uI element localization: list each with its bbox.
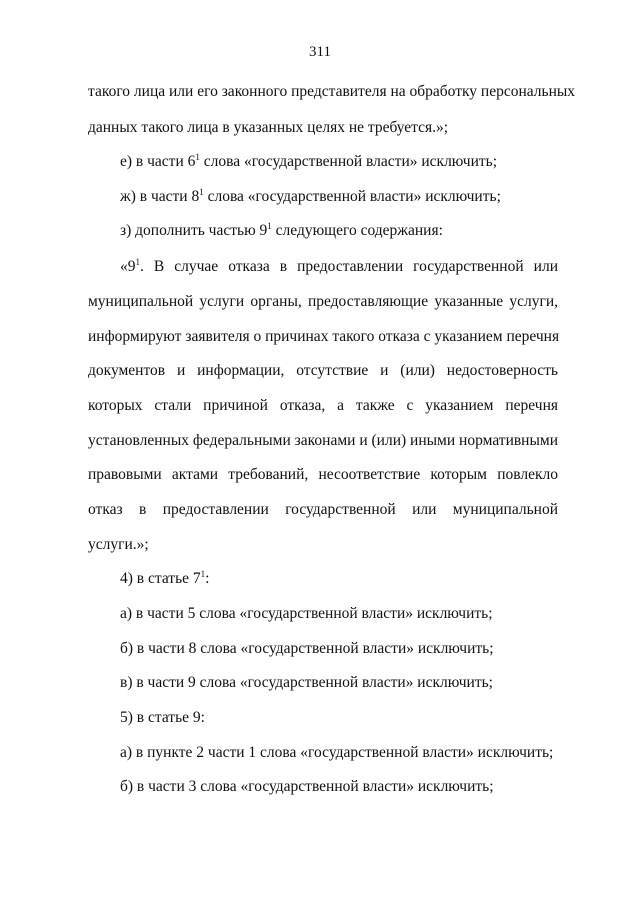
text-line: которых стали причиной отказа, а также с указанием перечня: [88, 397, 558, 414]
text-line: в) в части 9 слова «государственной власти» исключить;: [120, 674, 493, 691]
text-line: 5) в статье 9:: [120, 709, 205, 726]
text-span: ж) в части 8: [120, 188, 200, 205]
text-line: муниципальной услуги органы, предоставляющие указанные услуги,: [88, 293, 558, 310]
text-span: . В случае отказа в предоставлении государственной или: [140, 258, 558, 275]
text-span: з) дополнить частью 9: [120, 222, 268, 239]
text-line: [120, 221, 443, 241]
superscript: 1: [135, 257, 140, 267]
text-span: «9: [120, 258, 136, 275]
text-line: а) в части 5 слова «государственной власти» исключить;: [120, 605, 493, 622]
text-span: слова «государственной власти» исключить;: [203, 188, 501, 205]
text-line: установленных федеральными законами и (или) иными нормативными: [88, 432, 558, 449]
text-line: отказ в предоставлении государственной или муниципальной: [88, 501, 558, 518]
text-line: б) в части 8 слова «государственной власти» исключить;: [120, 640, 494, 657]
page-number: 311: [309, 44, 331, 60]
text-span: :: [205, 570, 210, 587]
text-line: [120, 152, 497, 172]
text-line: данных такого лица в указанных целях не требуется.»;: [88, 119, 449, 136]
superscript: 1: [199, 187, 204, 197]
text-line: [120, 569, 209, 589]
text-line: а) в пункте 2 части 1 слова «государственной власти» исключить;: [120, 744, 554, 761]
text-line: [120, 257, 558, 277]
text-line: правовыми актами требований, несоответствие которым повлекло: [88, 466, 558, 483]
superscript: 1: [200, 569, 206, 579]
text-line: услуги.»;: [88, 536, 149, 553]
text-span: слова «государственной власти» исключить;: [199, 153, 498, 170]
text-line: документов и информации, отсутствие и (или) недостоверность: [88, 362, 558, 379]
text-line: [120, 187, 501, 207]
text-line: такого лица или его законного представителя на обработку персональных: [88, 83, 576, 100]
text-line: информируют заявителя о причинах такого отказа с указанием перечня: [88, 328, 560, 345]
text-span: е) в части 6: [120, 153, 196, 170]
text-span: 4) в статье 7: [120, 570, 201, 587]
text-span: следующего содержания:: [271, 222, 443, 239]
text-line: б) в части 3 слова «государственной власти» исключить;: [120, 778, 494, 795]
superscript: 1: [195, 152, 200, 162]
superscript: 1: [267, 221, 272, 231]
